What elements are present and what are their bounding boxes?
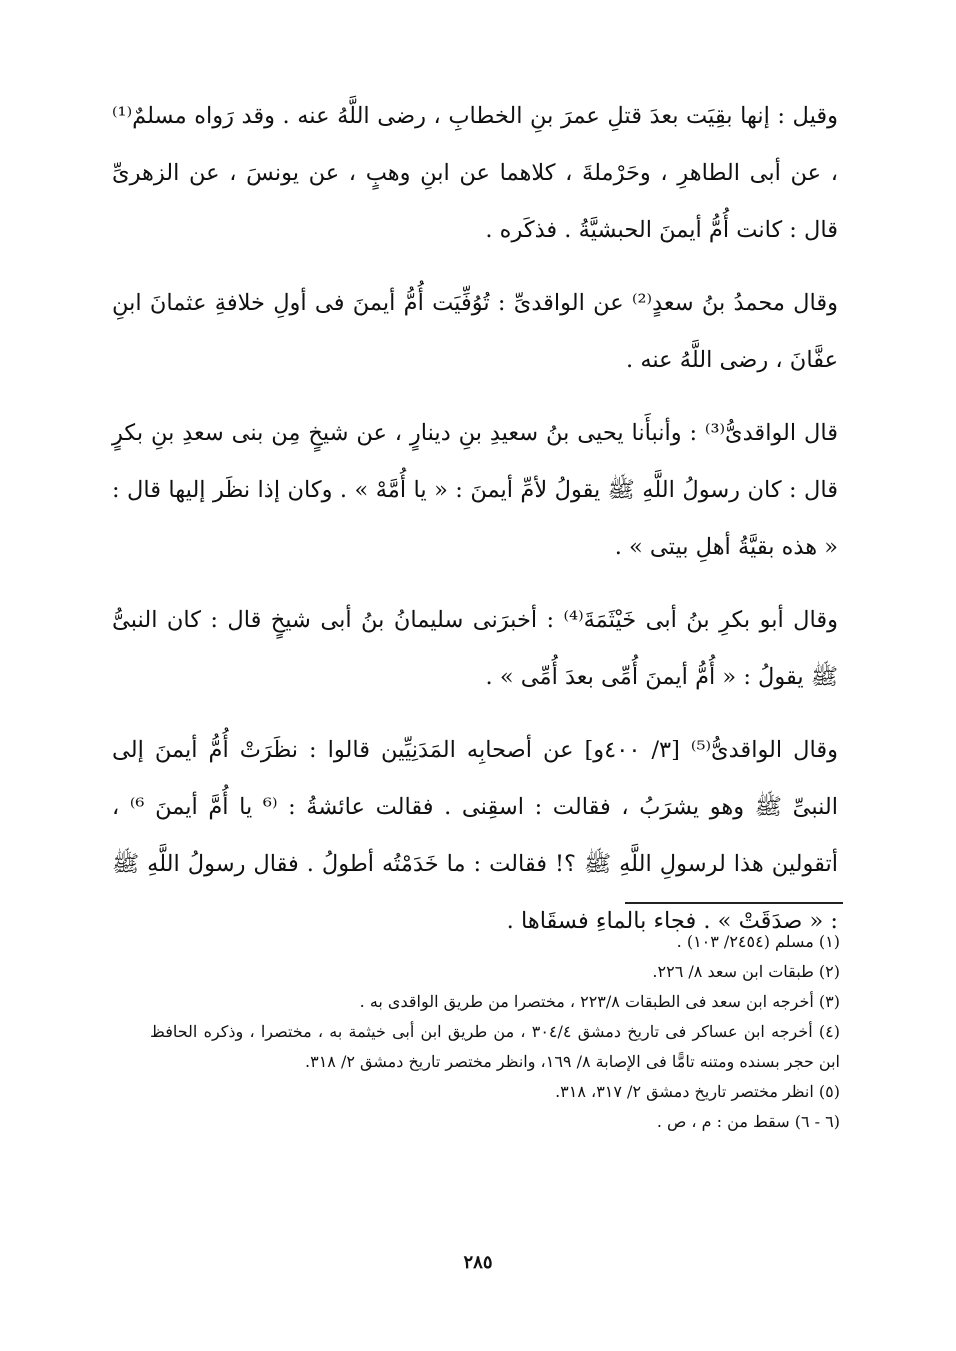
paragraph-4: وقال أبو بكرِ بنُ أبى خَيْثَمَةَ⁽⁴⁾ : أخبرَنى سليمانُ بنُ أبى شيخٍ قال : كان النبىُّ ﷺ يقولُ : « أُمُّ أيمنَ أُمِّى بعدَ أُمِّى » .: [112, 607, 838, 690]
paragraph-5: وقال الواقدىُّ⁽⁵⁾ [٣/ ٤٠٠و] عن أصحابِه المَدَنِيِّين قالوا : نظَرَتْ أُمُّ أيمنَ إلى النبىِّ ﷺ وهو يشرَبُ ، فقالت : اسقِنى . فقالت عائشةُ : ⁽⁶ يا أُمَّ أيمنَ ⁶⁾ ، أتقولين هذا لرسولِ اللَّهِ ﷺ ؟! فقالت : ما خَدَمْتُه أطولُ . فقال رسولُ اللَّهِ ﷺ : « صدَقَتْ » . فجاء بالماءِ فسقَاها .: [112, 737, 839, 934]
main-text: [112, 88, 838, 966]
footnote-1: (١) مسلم (٢٤٥٤/ ١٠٣) .: [676, 932, 840, 951]
footnote-3: (٣) أخرجه ابن سعد فى الطبقات ٢٢٣/٨ ، مختصرا من طريق الواقدى به .: [359, 992, 840, 1011]
footnote-6: (٦ - ٦) سقط من : م ، ص .: [656, 1112, 840, 1131]
paragraph-3: قال الواقدىُّ⁽³⁾ : وأنبأَنا يحيى بنُ سعيدِ بنِ دينارٍ ، عن شيخٍ مِن بنى سعدِ بنِ بكرٍ قال : كان رسولُ اللَّهِ ﷺ يقولُ لأمِّ أيمنَ : « يا أُمَّهْ » . وكان إذا نظَر إليها قال : « هذه بقيَّةُ أهلِ بيتى » .: [112, 420, 838, 560]
footnote-5: (٥) انظر مختصر تاريخ دمشق ٢/ ٣١٧، ٣١٨.: [555, 1082, 840, 1101]
footnote-4: (٤) أخرجه ابن عساكر فى تاريخ دمشق ٣٠٤/٤ ، من طريق ابن أبى خيثمة به ، مختصرا ، وذكره الحافظ ابن حجر بسنده ومتنه تامًّا فى الإصابة ٨/ ١٦٩، وانظر مختصر تاريخ دمشق ٢/ ٣١٨.: [150, 1022, 841, 1071]
footnotes: [150, 927, 840, 1137]
paragraph-1: وقيل : إنها بقِيَت بعدَ قتلِ عمرَ بنِ الخطابِ ، رضى اللَّهُ عنه . وقد رَواه مسلمٌ⁽¹⁾ ، عن أبى الطاهرِ ، وحَرْملةَ ، كلاهما عن ابنِ وهبٍ ، عن يونسَ ، عن الزهرىِّ قال : كانت أُمُّ أيمنَ الحبشيَّةُ . فذكَره .: [112, 103, 838, 243]
footnote-2: (٢) طبقات ابن سعد ٨/ ٢٢٦.: [652, 962, 840, 981]
paragraph-2: وقال محمدُ بنُ سعدٍ⁽²⁾ عن الواقدىِّ : تُوُفِّيَت أُمُّ أيمنَ فى أولِ خلافةِ عثمانَ ابنِ عفَّانَ ، رضى اللَّهُ عنه .: [112, 290, 839, 373]
page-number: ٢٨٥: [463, 1252, 493, 1273]
footnote-divider: [625, 902, 843, 904]
